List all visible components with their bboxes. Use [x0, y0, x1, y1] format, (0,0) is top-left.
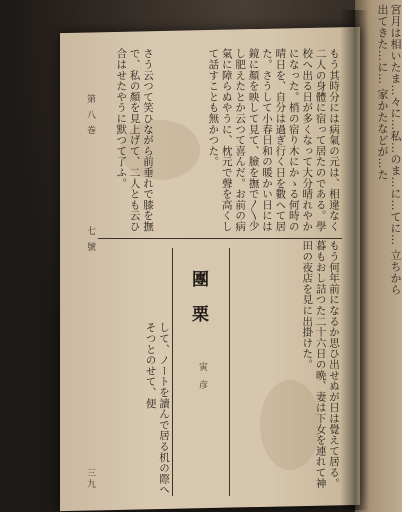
facing-page-text: 宮月は相いたま…々に…私…のま…に…てに… 立ちから出てきた…に… 家かたなどが…た [376, 4, 402, 296]
text-column-lower-left: して、ノートを讀んで居る机の際へそつとのせて、便 [144, 322, 170, 495]
article-author: 寅 彦 [197, 362, 207, 392]
text-column-lower-right: もう何年前になるか思ひ出せぬが日は覺えて居る。暮もおし詰つた二十六日の晩、妻は下女を連れて神田の夜店を見に出掛けた。 [301, 240, 340, 489]
section-divider [98, 238, 342, 239]
text-column-upper: もう其時分には病氣の元は、相違なく二人の身體に宿って居たのである。學校へ出る日が多くなって大分晴れやかになった。梢の宿り木にかゝる何時の晴日を、自分は過ぎ行く日を數へて居た。さうして小春日和の暖かい日には鏡に顏を映して見て、臉を撫で〳〵少し肥えたとか云つて喜んだ。お前の病氣に障らぬやうに、枕元で聲を高くして話すことも無かつた。 [207, 48, 340, 232]
article-title: 團 栗 [188, 270, 208, 328]
page-number: 三九 [85, 468, 95, 490]
volume-label: 第 八 巻 [85, 94, 95, 137]
text-column-upper-left: さう云つて笑ひながら前垂れで膝を撫で、私の顏を見上げて、二人とも云ひ合はせたやうに默つて了ふ。 [115, 48, 154, 232]
book-gutter [340, 10, 368, 510]
issue-label: 七 號 [85, 226, 95, 253]
